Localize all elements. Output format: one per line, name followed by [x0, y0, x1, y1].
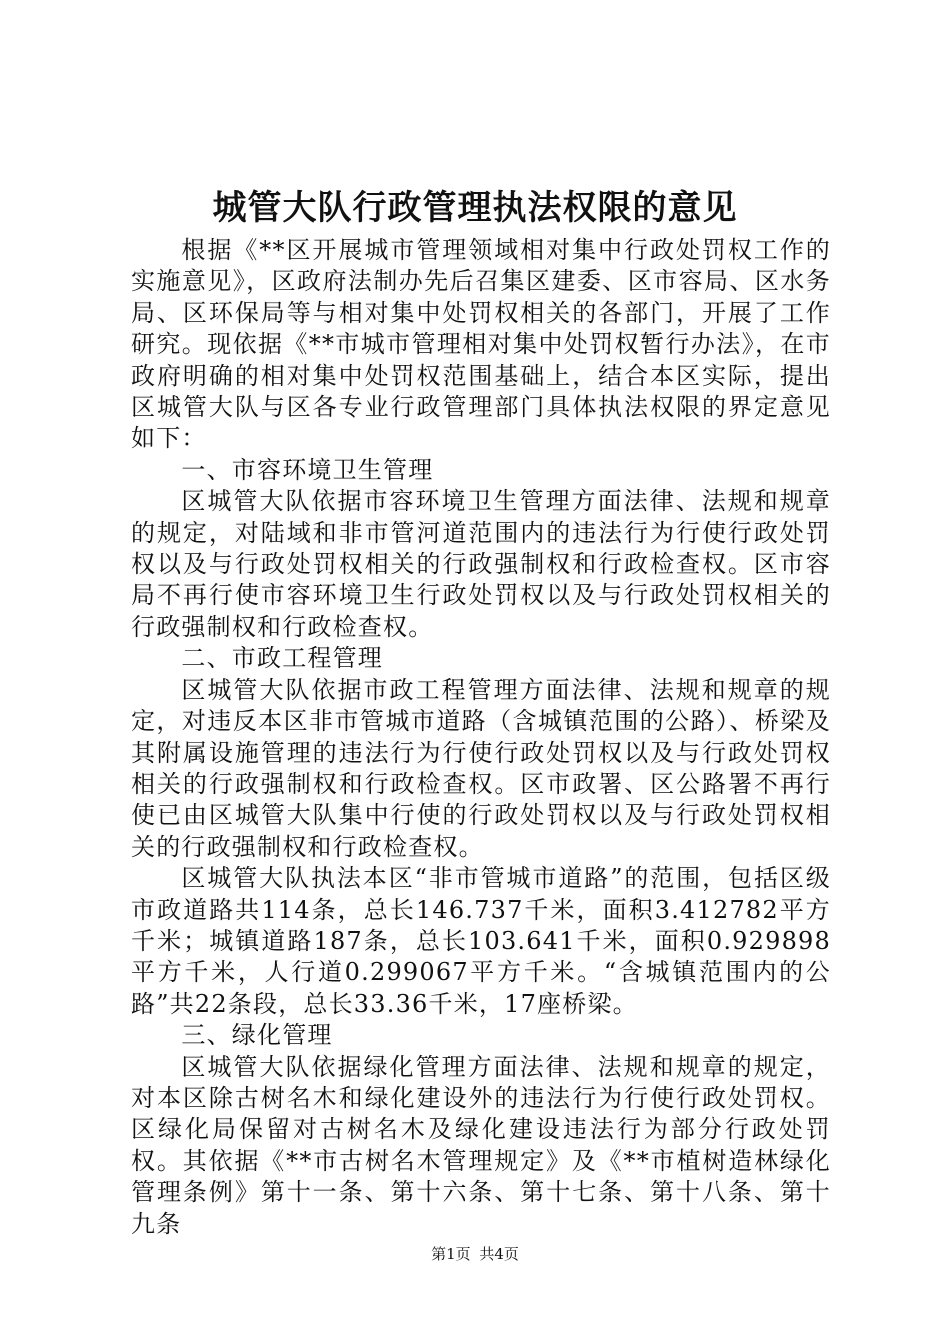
document-body — [131, 235, 831, 1240]
paragraph-road-scope: 区城管大队执法本区“非市管城市道路”的范围，包括区级市政道路共114条，总长146.737千米，面积3.412782平方千米；城镇道路187条，总长103.641千米，面积0.929898平方千米，人行道0.299067平方千米。“含城镇范围内的公路”共22条段，总长33.36千米，17座桥梁。 — [131, 864, 831, 1018]
paragraph-section-2: 区城管大队依据市政工程管理方面法律、法规和规章的规定，对违反本区非市管城市道路（含城镇范围的公路）、桥梁及其附属设施管理的违法行为行使行政处罚权以及与行政处罚权相关的行政强制权和行政检查权。区市政署、区公路署不再行使已由区城管大队集中行使的行政处罚权以及与行政处罚权相关的行政强制权和行政检查权。 — [131, 675, 831, 861]
paragraph-section-3: 区城管大队依据绿化管理方面法律、法规和规章的规定，对本区除古树名木和绿化建设外的违法行为行使行政处罚权。区绿化局保留对古树名木及绿化建设违法行为部分行政处罚权。其依据《**市古树名木管理规定》及《**市植树造林绿化管理条例》第十一条、第十六条、第十七条、第十八条、第十九条 — [131, 1052, 831, 1238]
section-heading-2: 二、市政工程管理 — [181, 644, 383, 673]
page-number: 第1页 — [431, 1245, 471, 1263]
page-total: 共4页 — [479, 1245, 519, 1263]
section-heading-3: 三、绿化管理 — [181, 1021, 333, 1050]
document-title: 城管大队行政管理执法权限的意见 — [212, 188, 738, 228]
section-heading-1: 一、市容环境卫生管理 — [181, 455, 434, 484]
paragraph-section-1: 区城管大队依据市容环境卫生管理方面法律、法规和规章的规定，对陆域和非市管河道范围内的违法行为行使行政处罚权以及与行政处罚权相关的行政强制权和行政检查权。区市容局不再行使市容环境卫生行政处罚权以及与行政处罚权相关的行政强制权和行政检查权。 — [131, 487, 831, 641]
page-footer — [0, 1244, 950, 1264]
paragraph-intro: 根据《**区开展城市管理领域相对集中行政处罚权工作的实施意见》，区政府法制办先后召集区建委、区市容局、区水务局、区环保局等与相对集中处罚权相关的各部门，开展了工作研究。现依据《**市城市管理相对集中处罚权暂行办法》，在市政府明确的相对集中处罚权范围基础上，结合本区实际，提出区城管大队与区各专业行政管理部门具体执法权限的界定意见如下： — [131, 236, 831, 453]
